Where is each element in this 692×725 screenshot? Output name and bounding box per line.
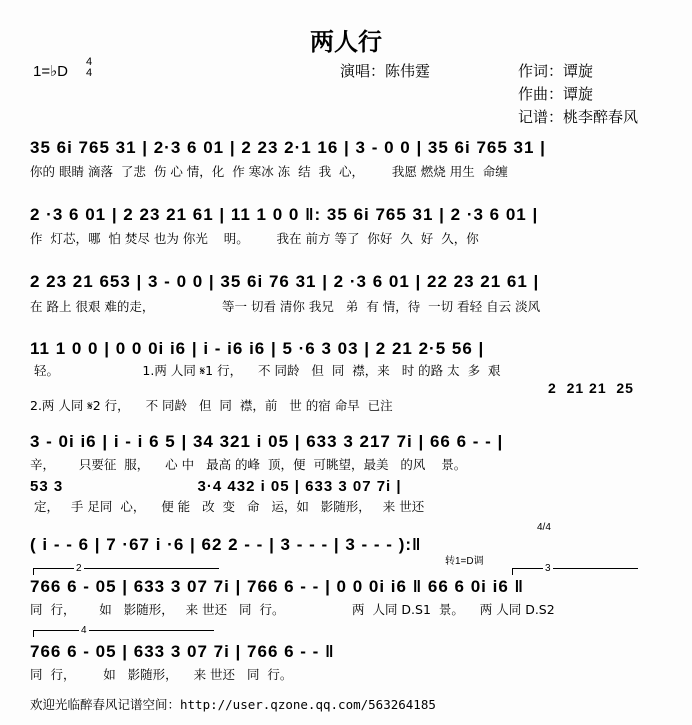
system-4-alt-lyrics: 2.两 人同 𝄋2 行， 不 同龄 但 同 襟，前 世 的宿 命早 已注 [30, 398, 393, 413]
footer-credit: 欢迎光临醉春风记谱空间：http://user.qzone.qq.com/563264185 [30, 697, 436, 712]
system-3-notes: 2 23 21 653 | 3 - 0 0 | 35 6i 76 31 | 2 ·3 6 01 | 22 23 21 61 | [30, 272, 540, 291]
system-4-lyrics: 轻。 1.两 人同 𝄋1 行， 不 同龄 但 同 襟，来 时 的路 太 多 艰 [30, 363, 501, 378]
transcriber: 记谱：桃李醉春风 [518, 108, 639, 126]
system-5-lyrics: 辛， 只要征 服， 心 中 最高 的峰 顶，便 可眺望，最美 的风 景。 [30, 457, 467, 472]
key-signature: 1=♭D [33, 63, 69, 80]
system-1-notes: 35 6i 765 31 | 2·3 6 01 | 2 23 2·1 16 | 3 - 0 0 | 35 6i 765 31 | [30, 138, 546, 157]
volta-2-label: 2 [76, 563, 82, 574]
key-change: 转1=D调 [445, 556, 484, 567]
interlude-notes: ( i - - 6 | 7 ·67 i ·6 | 62 2 - - | 3 - - - | 3 - - - ):‖ [30, 535, 422, 554]
singer: 演唱：陈伟霆 [340, 62, 431, 80]
song-title: 两人行 [310, 28, 382, 56]
system-8-lyrics: 同 行， 如 影随形， 来 世还 同 行。 [30, 667, 293, 682]
volta-4-label: 4 [81, 625, 87, 636]
system-7-lyrics: 同 行， 如 影随形， 来 世还 同 行。 两 人同 D.S1 景。 两 人同 D.S2 [30, 602, 555, 617]
system-7-notes: 766 6 - 05 | 633 3 07 7i | 766 6 - - | 0 0 0i i6 ‖ 66 6 0i i6 ‖ [30, 577, 524, 596]
system-2-notes: 2 ·3 6 01 | 2 23 21 61 | 11 1 0 0 ‖: 35 6i 765 31 | 2 ·3 6 01 | [30, 205, 539, 224]
system-4-alt-notes: 2 21 21 25 [548, 380, 634, 396]
time-change: 4/4 [537, 522, 551, 533]
system-5-notes: 3 - 0i i6 | i - i 6 5 | 34 321 i 05 | 633 3 217 7i | 66 6 - - | [30, 432, 504, 451]
volta-3-label: 3 [545, 563, 551, 574]
system-4-notes: 11 1 0 0 | 0 0 0i i6 | i - i6 i6 | 5 ·6 3 03 | 2 21 2·5 56 | [30, 339, 485, 358]
volta-3 [512, 563, 638, 575]
lyricist: 作词：谭旋 [518, 62, 594, 80]
volta-2 [33, 563, 219, 575]
system-2-lyrics: 作 灯芯，哪 怕 焚尽 也为 你光 明。 我在 前方 等了 你好 久 好 久，你 [30, 231, 479, 246]
system-3-lyrics: 在 路上 很艰 难的走， 等一 切看 清你 我兄 弟 有 情，待 一切 看轻 自云 淡风 [30, 299, 541, 314]
time-bottom: 4 [86, 67, 93, 79]
system-1-lyrics: 你的 眼睛 滴落 了悲 伤 心 情，化 作 寒冰 冻 结 我 心， 我愿 燃烧 用生 命缠 [30, 164, 508, 179]
composer: 作曲：谭旋 [518, 85, 594, 103]
time-top: 4 [86, 56, 93, 68]
time-signature [86, 57, 92, 79]
system-5-alt-notes: 53 3 3·4 432 i 05 | 633 3 07 7i | [30, 478, 402, 495]
volta-4 [33, 625, 214, 637]
system-8-notes: 766 6 - 05 | 633 3 07 7i | 766 6 - - ‖ [30, 642, 335, 661]
system-5-alt-lyrics: 定， 手 足同 心， 便 能 改 变 命 运，如 影随形， 来 世还 [30, 499, 425, 514]
